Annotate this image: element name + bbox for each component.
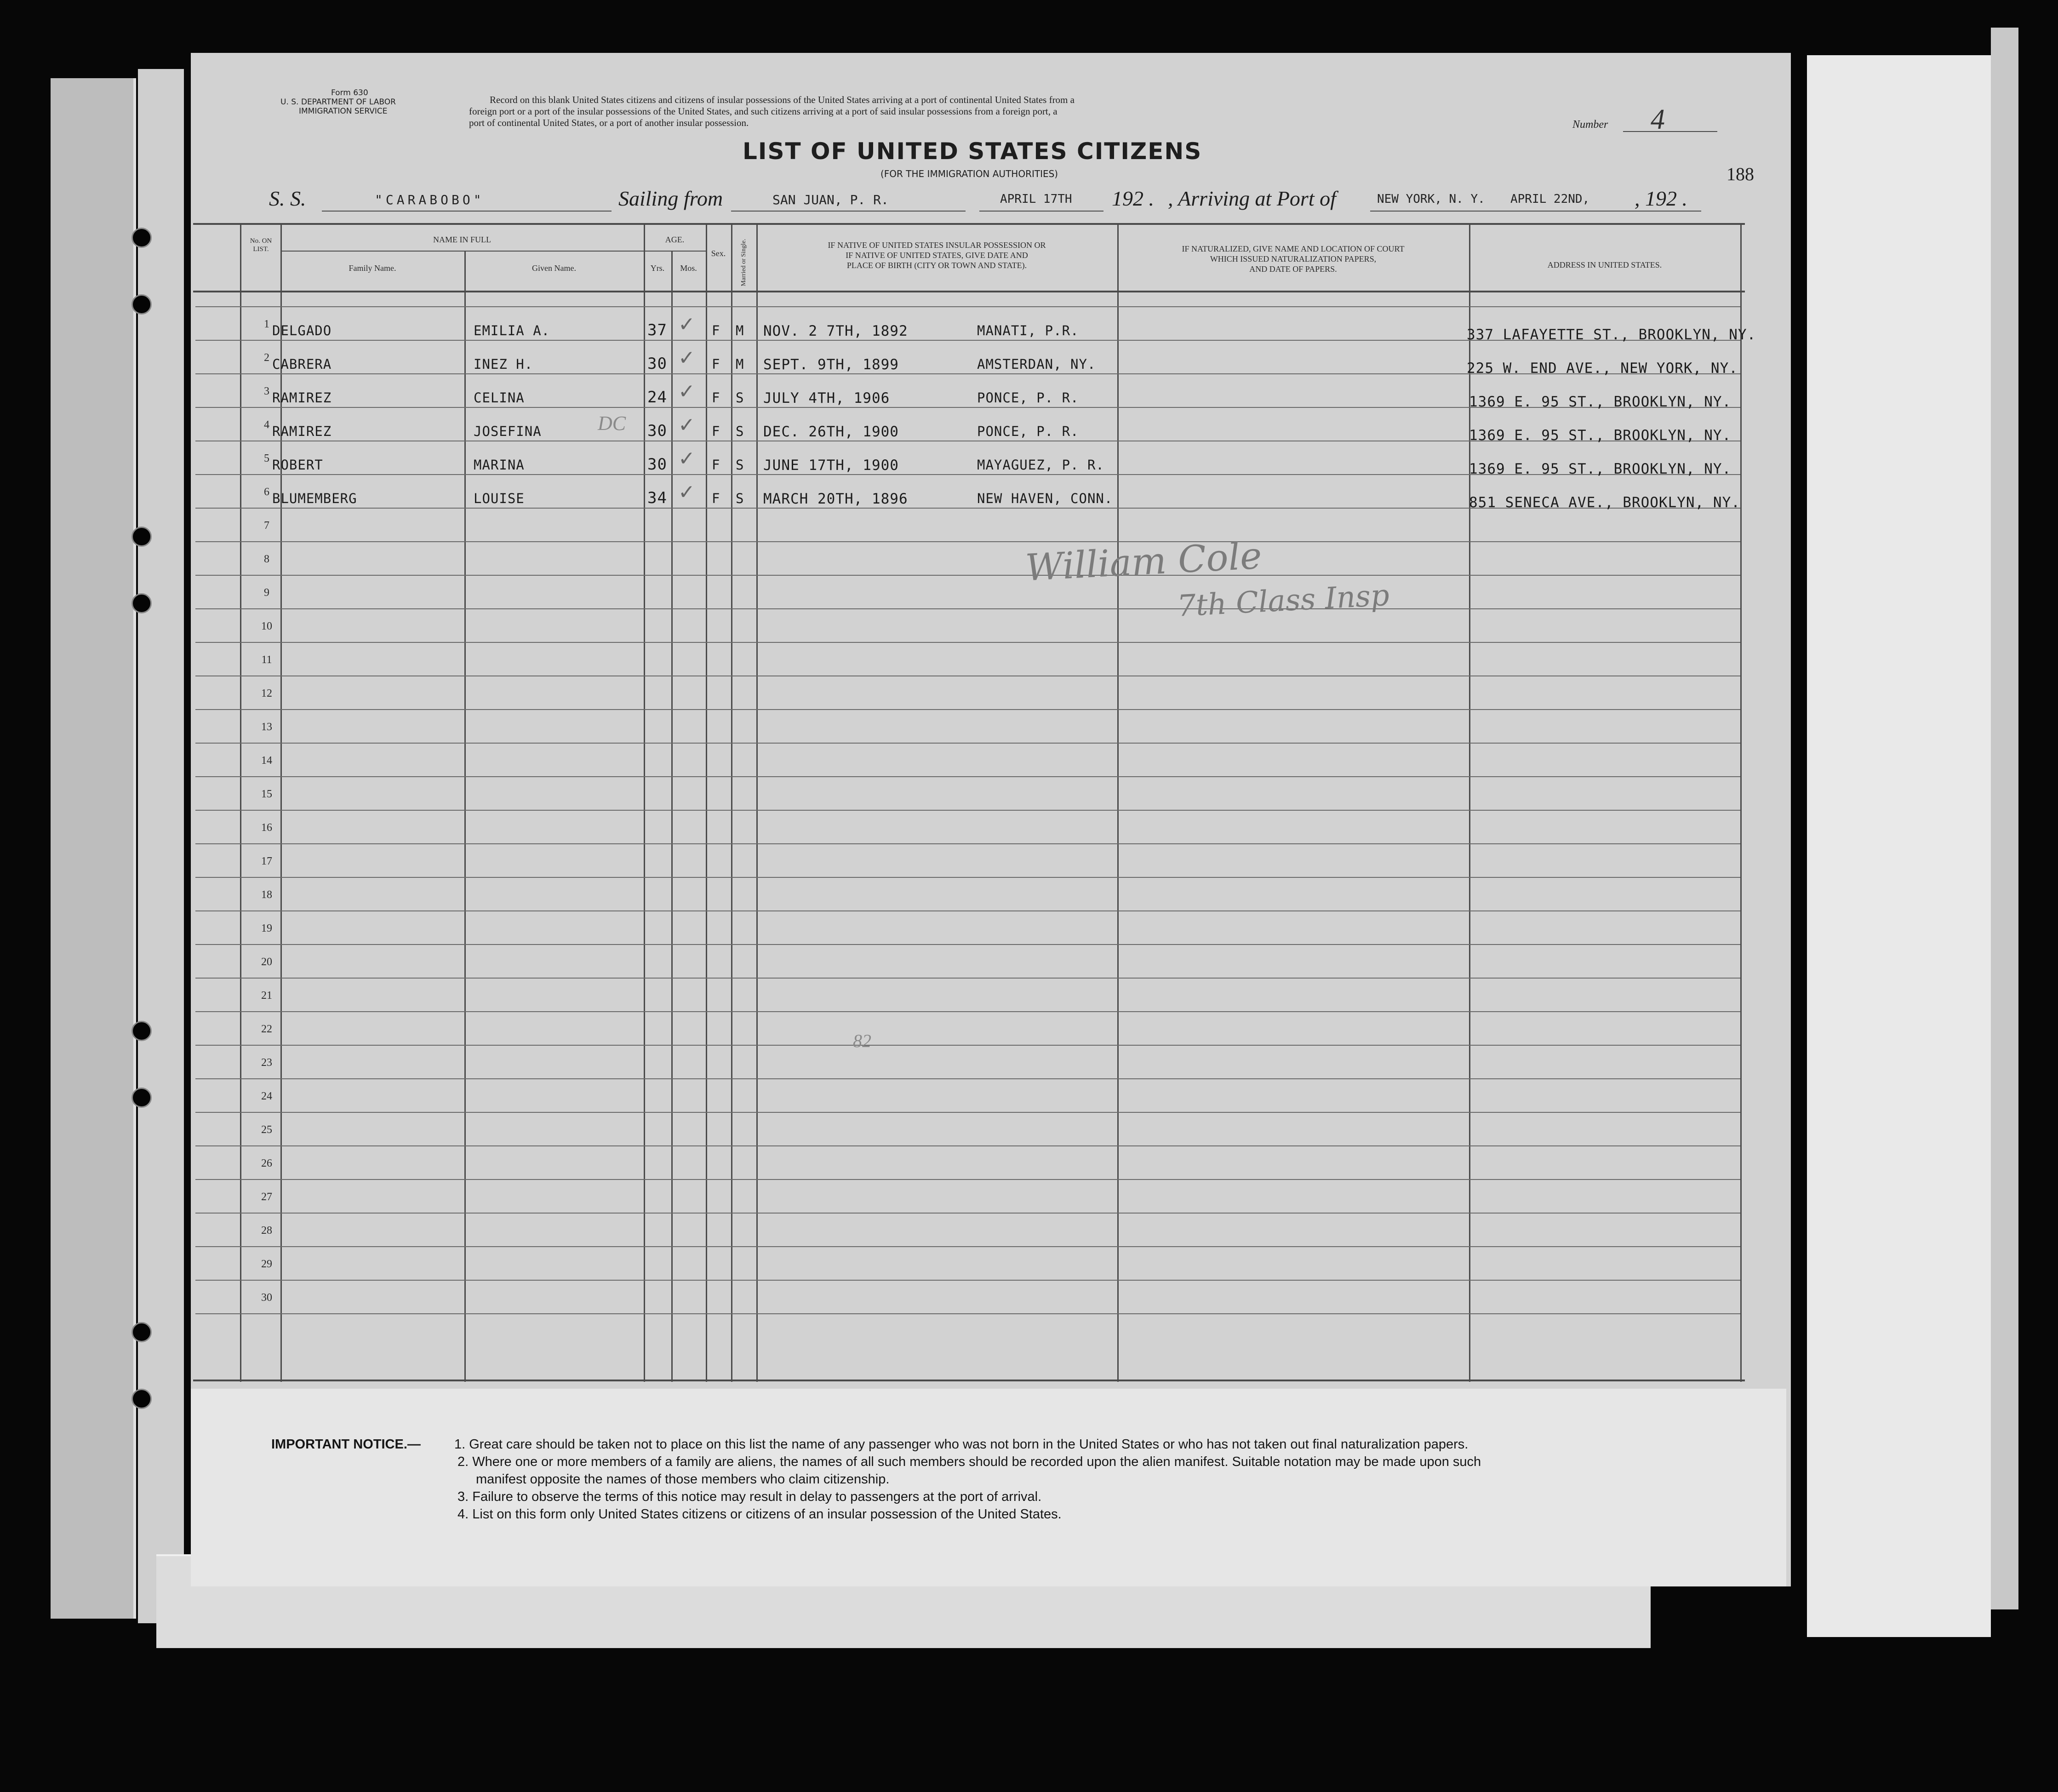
row-number: 6 (264, 486, 269, 498)
address: 1369 E. 95 ST., BROOKLYN, NY. (1469, 394, 1732, 410)
row-line (195, 1246, 1740, 1247)
header-naturalized-line-3: AND DATE OF PAPERS. (1249, 264, 1337, 274)
row-number: 28 (261, 1225, 272, 1237)
check-mark: ✓ (678, 481, 695, 504)
notice-item-2-cont: manifest opposite the names of those members who claim citizenship. (476, 1472, 890, 1487)
sex: F (712, 323, 720, 338)
birth-place: PONCE, P. R. (977, 424, 1079, 439)
row-number: 7 (264, 520, 269, 532)
row-line (195, 608, 1740, 609)
given-name: LOUISE (474, 491, 525, 506)
birth-date: JUNE 17TH, 1900 (763, 457, 899, 474)
manifest-sheet (191, 53, 1791, 1586)
row-line (195, 1280, 1740, 1281)
birth-place: AMSTERDAN, NY. (977, 356, 1096, 372)
from-port: SAN JUAN, P. R. (772, 192, 889, 207)
birth-date: JULY 4TH, 1906 (763, 390, 890, 406)
row-line (195, 877, 1740, 878)
stray-mark: 82 (853, 1031, 871, 1051)
family-name: RAMIREZ (272, 390, 332, 406)
row-number: 8 (264, 553, 269, 565)
row-line (195, 1011, 1740, 1012)
form-number: Form 630 (331, 88, 368, 97)
sex: F (712, 491, 720, 506)
service: IMMIGRATION SERVICE (299, 107, 388, 116)
family-name: BLUMEMBERG (272, 491, 357, 506)
row-line (195, 1179, 1740, 1180)
age-years: 30 (647, 355, 667, 373)
table-bottom-border (193, 1380, 1745, 1381)
row-line (195, 642, 1740, 643)
row-number: 2 (264, 352, 269, 364)
row-line (195, 810, 1740, 811)
row-number: 16 (261, 822, 272, 834)
arrival-port: NEW YORK, N. Y. (1377, 192, 1485, 206)
col-divider (731, 223, 732, 1382)
notice-item-1: 1. Great care should be taken not to place on this list the name of any passenger who was not born in the United States or who has not taken out final naturalization papers. (454, 1437, 1469, 1452)
instruction-line-2: foreign port or a port of the insular possessions of the United States, and such citizens arriving at a port of said insular possessions from a foreign port, a (469, 106, 1058, 117)
margin-mark: DC (598, 412, 626, 435)
address: 1369 E. 95 ST., BROOKLYN, NY. (1469, 461, 1732, 477)
birth-place: NEW HAVEN, CONN. (977, 491, 1113, 506)
depart-year: 192 . (1112, 187, 1154, 210)
punch-hole (131, 593, 152, 613)
row-number: 21 (261, 990, 272, 1002)
page-subtitle: (FOR THE IMMIGRATION AUTHORITIES) (880, 168, 1058, 179)
signature: William Cole (1024, 534, 1263, 590)
row-number: 19 (261, 922, 272, 934)
age-subheader-line (644, 251, 706, 252)
row-line (195, 1213, 1740, 1214)
family-name: RAMIREZ (272, 424, 332, 439)
sex: F (712, 424, 720, 439)
table-top-border (193, 223, 1745, 225)
row-line (195, 743, 1740, 744)
row-number: 4 (264, 419, 269, 431)
department: U. S. DEPARTMENT OF LABOR (280, 97, 396, 107)
date-underline (979, 211, 1103, 212)
row-line (195, 944, 1740, 945)
row-line (195, 978, 1740, 979)
row-number: 25 (261, 1124, 272, 1136)
row-number: 24 (261, 1090, 272, 1102)
row-line (195, 776, 1740, 777)
header-naturalized-line-1: IF NATURALIZED, GIVE NAME AND LOCATION OF COURT (1182, 244, 1405, 253)
check-mark: ✓ (678, 346, 695, 370)
age-years: 24 (647, 388, 667, 406)
ship-name: "CARABOBO" (375, 192, 485, 207)
age-years: 37 (647, 321, 667, 339)
row-number: 15 (261, 788, 272, 800)
col-divider (464, 251, 466, 1382)
ship-underline (322, 211, 612, 212)
header-yrs: Yrs. (650, 263, 665, 273)
birth-place: MANATI, P.R. (977, 323, 1079, 338)
arrival-underline (1370, 211, 1701, 212)
arriving-label: , Arriving at Port of (1168, 187, 1336, 210)
inspector-title: 7th Class Insp (1176, 578, 1390, 624)
age-years: 30 (647, 422, 667, 440)
birth-place: PONCE, P. R. (977, 390, 1079, 406)
col-divider (1740, 223, 1742, 1382)
header-naturalized-line-2: WHICH ISSUED NATURALIZATION PAPERS, (1210, 254, 1377, 263)
header-birth-line-2: IF NATIVE OF UNITED STATES, GIVE DATE AND (846, 251, 1028, 260)
address: 851 SENECA AVE., BROOKLYN, NY. (1469, 494, 1740, 511)
check-mark: ✓ (678, 413, 695, 437)
header-address: ADDRESS IN UNITED STATES. (1547, 260, 1662, 269)
row-number: 14 (261, 755, 272, 767)
row-number: 22 (261, 1023, 272, 1035)
row-number: 13 (261, 721, 272, 733)
number-value: 4 (1651, 104, 1665, 135)
check-mark: ✓ (678, 447, 695, 470)
family-name: CABRERA (272, 356, 332, 372)
page-title: LIST OF UNITED STATES CITIZENS (743, 138, 1202, 165)
family-name: DELGADO (272, 323, 332, 338)
header-age: AGE. (665, 235, 685, 244)
arrival-date: APRIL 22ND, (1510, 192, 1590, 206)
row-line (195, 1045, 1740, 1046)
number-underline (1623, 131, 1717, 132)
col-divider (756, 223, 758, 1382)
birth-date: SEPT. 9TH, 1899 (763, 356, 899, 373)
punch-hole (131, 527, 152, 547)
instruction-line-3: port of continental United States, or a port of another insular possession. (469, 117, 749, 128)
header-sex: Sex. (711, 249, 726, 258)
row-line (195, 541, 1740, 542)
header-birth-line-1: IF NATIVE OF UNITED STATES INSULAR POSSESSION OR (828, 240, 1046, 250)
given-name: EMILIA A. (474, 323, 550, 338)
birth-place: MAYAGUEZ, P. R. (977, 457, 1104, 473)
age-years: 34 (647, 489, 667, 507)
address: 225 W. END AVE., NEW YORK, NY. (1467, 360, 1738, 377)
col-divider (1117, 223, 1119, 1382)
row-number: 12 (261, 687, 272, 699)
row-line (195, 709, 1740, 710)
family-name: ROBERT (272, 457, 323, 473)
row-line (195, 910, 1740, 911)
birth-date: DEC. 26TH, 1900 (763, 424, 899, 440)
background-page-left (51, 78, 136, 1619)
arrival-year: , 192 . (1635, 187, 1687, 210)
ss-label: S. S. (269, 187, 306, 210)
age-years: 30 (647, 455, 667, 474)
header-birth-line-3: PLACE OF BIRTH (CITY OR TOWN AND STATE). (846, 261, 1027, 270)
col-divider (671, 251, 673, 1382)
address: 1369 E. 95 ST., BROOKLYN, NY. (1469, 427, 1732, 444)
header-mos: Mos. (680, 263, 697, 273)
marital-status: S (736, 424, 744, 439)
marital-status: S (736, 390, 744, 406)
given-name: JOSEFINA (474, 424, 542, 439)
header-bottom-border (193, 291, 1745, 292)
birth-date: MARCH 20TH, 1896 (763, 491, 908, 507)
col-divider (644, 223, 645, 1382)
notice-area (191, 1389, 1786, 1586)
header-family-name: Family Name. (349, 263, 396, 273)
row-number: 1 (264, 318, 269, 330)
punch-hole (131, 1021, 152, 1041)
punch-hole (131, 1088, 152, 1108)
punch-hole (131, 228, 152, 248)
given-name: INEZ H. (474, 356, 533, 372)
row-number: 27 (261, 1191, 272, 1203)
col-divider (706, 223, 707, 1382)
background-page-right (1807, 55, 1991, 1637)
row-line (195, 843, 1740, 844)
row-line (195, 306, 1740, 307)
check-mark: ✓ (678, 380, 695, 403)
marital-status: M (736, 323, 744, 338)
marital-status: S (736, 491, 744, 506)
notice-label: IMPORTANT NOTICE.— (271, 1437, 421, 1452)
check-mark: ✓ (678, 313, 695, 336)
page-number: 188 (1726, 164, 1754, 184)
row-number: 23 (261, 1057, 272, 1069)
row-number: 10 (261, 620, 272, 632)
sex: F (712, 457, 720, 473)
punch-hole (131, 1322, 152, 1342)
header-name-in-full: NAME IN FULL (433, 235, 491, 244)
instruction-line-1: Record on this blank United States citizens and citizens of insular possessions of the United States arriving at a port of continental United States from a (490, 94, 1075, 105)
header-married-single: Married or Single. (740, 239, 747, 286)
given-name: MARINA (474, 457, 525, 473)
background-page-right-edge (1991, 28, 2018, 1609)
row-number: 29 (261, 1258, 272, 1270)
row-line (195, 1112, 1740, 1113)
marital-status: M (736, 356, 744, 372)
notice-item-4: 4. List on this form only United States citizens or citizens of an insular possession of the United States. (457, 1507, 1062, 1522)
birth-date: NOV. 2 7TH, 1892 (763, 323, 908, 339)
sex: F (712, 356, 720, 372)
row-number: 18 (261, 889, 272, 901)
punch-hole (131, 294, 152, 315)
row-line (195, 1145, 1740, 1146)
from-underline (731, 211, 966, 212)
sailing-label: Sailing from (618, 187, 723, 210)
row-number: 26 (261, 1157, 272, 1169)
header-given-name: Given Name. (532, 263, 576, 273)
row-line (195, 1078, 1740, 1079)
row-number: 30 (261, 1292, 272, 1304)
name-subheader-line (280, 251, 644, 252)
row-number: 3 (264, 385, 269, 397)
given-name: CELINA (474, 390, 525, 406)
punch-hole (131, 1389, 152, 1409)
address: 337 LAFAYETTE ST., BROOKLYN, NY. (1467, 326, 1756, 343)
row-number: 20 (261, 956, 272, 968)
number-label: Number (1572, 119, 1608, 131)
depart-date: APRIL 17TH (1000, 192, 1072, 206)
notice-item-3: 3. Failure to observe the terms of this notice may result in delay to passengers at the port of arrival. (457, 1489, 1042, 1504)
row-number: 5 (264, 452, 269, 464)
marital-status: S (736, 457, 744, 473)
row-number: 17 (261, 855, 272, 867)
row-number: 11 (261, 654, 272, 666)
row-line (195, 1313, 1740, 1314)
header-no-on-list: No. ON LIST. (250, 237, 272, 253)
row-line (195, 575, 1740, 576)
notice-item-2: 2. Where one or more members of a family are aliens, the names of all such members should be recorded upon the alien manifest. Suitable notation may be made upon such (457, 1454, 1481, 1469)
sex: F (712, 390, 720, 406)
row-number: 9 (264, 587, 269, 599)
